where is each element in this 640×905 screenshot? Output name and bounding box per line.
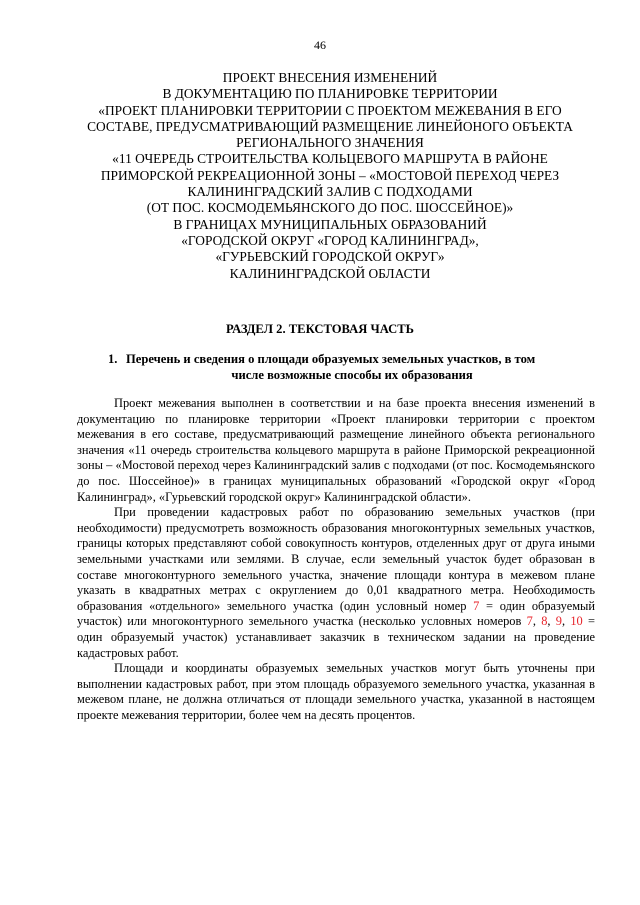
paragraph: Проект межевания выполнен в соответствии и на базе проекта внесения изменений в документацию по планировке территории «Проект планировки территории с проектом межевания в его составе, предусматривающий размещение линейного объекта регионального значения «11 очередь строительства кольцевого маршрута в районе Приморской рекреационной зоны – «Мостовой переход через Калининградский залив с подходами (от пос. Космодемьянского до пос. Шоссейное)» в границах муниципальных образований «Городской округ «Город Калининград», «Гурьевский городской округ» Калининградской области». [77, 396, 595, 504]
section-heading: РАЗДЕЛ 2. ТЕКСТОВАЯ ЧАСТЬ [226, 322, 414, 336]
separator: , [547, 614, 556, 629]
subsection-heading-line: числе возможные способы их образования [231, 368, 473, 382]
title-line: ПРИМОРСКОЙ РЕКРЕАЦИОННОЙ ЗОНЫ – «МОСТОВОЙ ПЕРЕХОД ЧЕРЕЗ [100, 167, 560, 183]
document-title [60, 70, 600, 282]
paragraph: Площади и координаты образуемых земельных участков могут быть уточнены при выполнении кадастровых работ, при этом площадь образуемого земельного участка, указанная в межевом плане, не должна отличаться от площади земельного участка, указанной в настоящем проекте межевания территории, более чем на десять процентов. [77, 661, 595, 722]
title-line: «11 ОЧЕРЕДЬ СТРОИТЕЛЬСТВА КОЛЬЦЕВОГО МАРШРУТА В РАЙОНЕ [112, 151, 548, 167]
subsection-heading-line: Перечень и сведения о площади образуемых земельных участков, в том [126, 352, 536, 366]
title-line: ПРОЕКТ ВНЕСЕНИЯ ИЗМЕНЕНИЙ [222, 70, 438, 85]
paragraph [77, 505, 595, 661]
conditional-number: 7 [473, 598, 480, 613]
title-line: В ГРАНИЦАХ МУНИЦИПАЛЬНЫХ ОБРАЗОВАНИЙ [173, 216, 487, 232]
subsection-number: 1. [108, 352, 118, 366]
title-line: «ГУРЬЕВСКИЙ ГОРОДСКОЙ ОКРУГ» [215, 249, 445, 265]
title-line: «ПРОЕКТ ПЛАНИРОВКИ ТЕРРИТОРИИ С ПРОЕКТОМ МЕЖЕВАНИЯ В ЕГО [98, 102, 562, 118]
paragraph-text: = один образуемый участок) или многоконтурного земельного участка (несколько условных номеров [77, 598, 595, 629]
page-number: 46 [314, 38, 326, 52]
separator: , [561, 614, 571, 629]
conditional-number: 7 [526, 614, 533, 629]
body-text [77, 396, 595, 723]
title-line: (ОТ ПОС. КОСМОДЕМЬЯНСКОГО ДО ПОС. ШОССЕЙНОЕ)» [146, 200, 514, 216]
title-line: В ДОКУМЕНТАЦИЮ ПО ПЛАНИРОВКЕ ТЕРРИТОРИИ [162, 86, 498, 102]
title-line: КАЛИНИНГРАДСКОЙ ОБЛАСТИ [229, 265, 431, 281]
title-line: «ГОРОДСКОЙ ОКРУГ «ГОРОД КАЛИНИНГРАД», [181, 232, 479, 248]
title-line: РЕГИОНАЛЬНОГО ЗНАЧЕНИЯ [236, 135, 424, 151]
conditional-number: 9 [555, 614, 562, 629]
title-line: КАЛИНИНГРАДСКИЙ ЗАЛИВ С ПОДХОДАМИ [187, 184, 473, 200]
paragraph-text: При проведении кадастровых работ по образованию земельных участков (при необходимости) предусмотреть возможность образования многоконтурных земельных участков, границы которых представляют собой совокупность контуров, отделенных друг от друга иными земельными участками или землями. В случае, если земельный участок будет образован в составе многоконтурного земельного участка, значение площади контура в межевом плане указать в квадратных метрах с округлением до 0,01 квадратного метра. Необходимость образования «отдельного» земельного участка (один условный номер [77, 505, 595, 613]
conditional-number: 10 [570, 614, 583, 629]
separator: , [532, 614, 542, 629]
conditional-number: 8 [541, 614, 548, 629]
paragraph-text: = один образуемый участок) устанавливает заказчик в техническом задании на проведение кадастровых работ. [77, 614, 595, 660]
title-line: СОСТАВЕ, ПРЕДУСМАТРИВАЮЩИЙ РАЗМЕЩЕНИЕ ЛИНЕЙОНОГО ОБЪЕКТА [87, 118, 573, 134]
